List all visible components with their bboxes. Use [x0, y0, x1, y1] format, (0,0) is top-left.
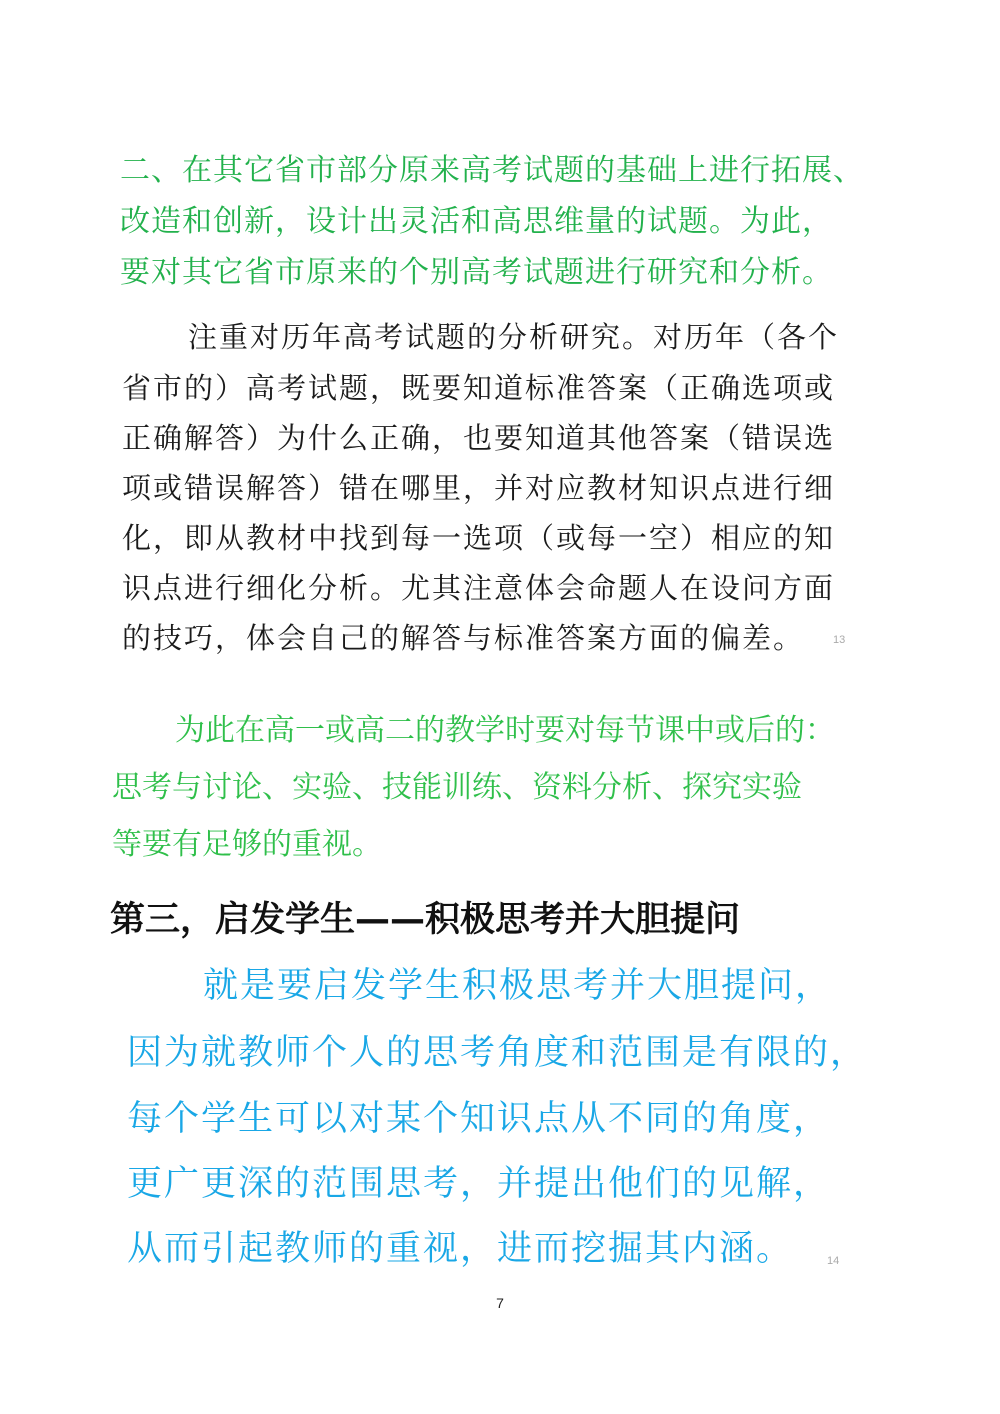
slide-number-13: 13 [833, 634, 846, 646]
section1-line-2: 改造和创新，设计出灵活和高思维量的试题。为此， [120, 204, 833, 239]
section2-line-3: 正确解答）为什么正确，也要知道其他答案（错误选 [122, 421, 836, 455]
slide-number-14: 14 [827, 1255, 840, 1267]
section2-line-2: 省市的）高考试题，既要知道标准答案（正确选项或 [122, 371, 836, 405]
section4-line-4: 更广更深的范围思考，并提出他们的见解， [127, 1164, 831, 1204]
section3-line-1: 为此在高一或高二的教学时要对每节课中或后的： [175, 713, 835, 748]
section1-line-1: 二、在其它省市部分原来高考试题的基础上进行拓展、 [120, 153, 864, 188]
section2-line-4: 项或错误解答）错在哪里，并对应教材知识点进行细 [122, 471, 836, 505]
section2-line-1: 注重对历年高考试题的分析研究。对历年（各个 [188, 320, 840, 354]
section2-line-7: 的技巧，体会自己的解答与标准答案方面的偏差。 [122, 621, 805, 655]
page-number: 7 [496, 1295, 504, 1311]
section-heading: 第三，启发学生——积极思考并大胆提问 [110, 900, 741, 940]
section4-line-2: 因为就教师个人的思考角度和范围是有限的， [127, 1033, 868, 1073]
section1-line-3: 要对其它省市原来的个别高考试题进行研究和分析。 [120, 255, 833, 290]
section4-line-5: 从而引起教师的重视，进而挖掘其内涵。 [127, 1229, 794, 1269]
section4-line-3: 每个学生可以对某个知识点从不同的角度， [127, 1099, 831, 1139]
section3-line-3: 等要有足够的重视。 [112, 827, 382, 862]
section2-line-5: 化，即从教材中找到每一选项（或每一空）相应的知 [122, 521, 836, 555]
section3-line-2: 思考与讨论、实验、技能训练、资料分析、探究实验 [112, 770, 802, 805]
section4-line-1: 就是要启发学生积极思考并大胆提问， [203, 966, 833, 1006]
section2-line-6: 识点进行细化分析。尤其注意体会命题人在设问方面 [122, 571, 836, 605]
